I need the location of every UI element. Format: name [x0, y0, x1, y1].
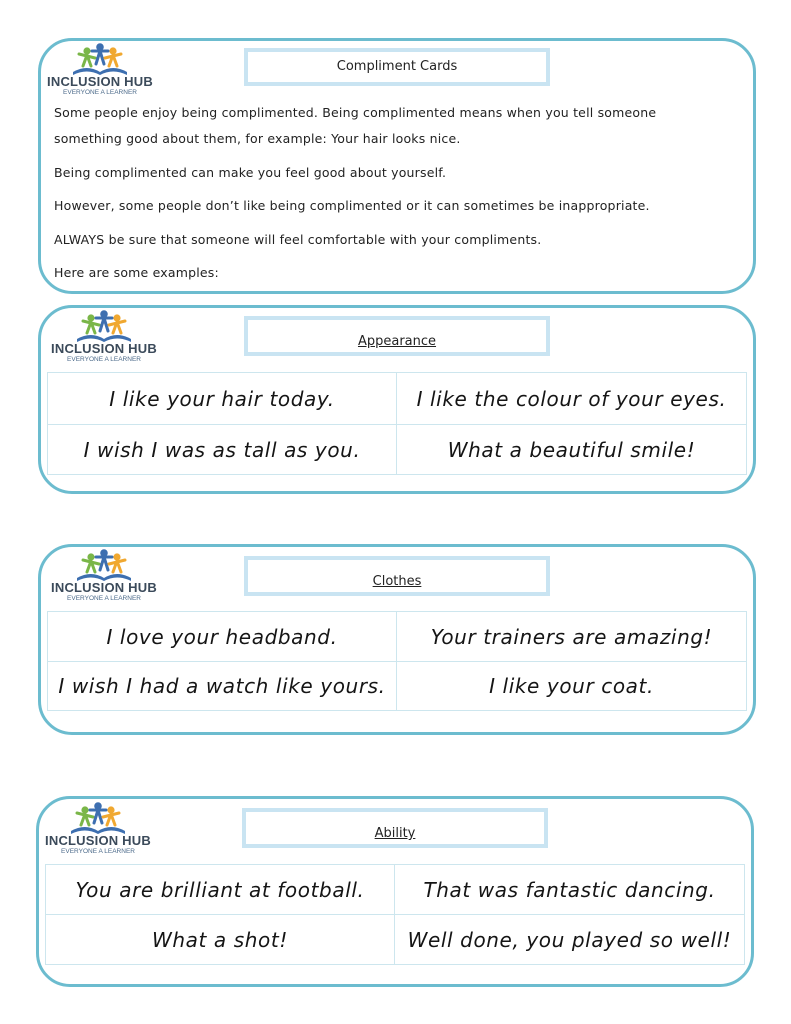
card-title: Clothes: [372, 574, 422, 589]
intro-paragraph: Being complimented can make you feel good about yourself.: [54, 165, 447, 180]
logo-tagline: EVERYONE A LEARNER: [63, 89, 137, 96]
intro-paragraph: However, some people don’t like being complimented or it can sometimes be inappropriate.: [54, 198, 650, 213]
logo: [43, 801, 153, 861]
compliment-cell: I wish I was as tall as you.: [48, 425, 397, 475]
logo-tagline: EVERYONE A LEARNER: [67, 595, 141, 602]
inclusion-hub-logo-icon: [71, 548, 137, 582]
logo: [45, 42, 155, 102]
inclusion-hub-logo-icon: [65, 801, 131, 835]
intro-paragraph: Some people enjoy being complimented. Being complimented means when you tell someone: [54, 105, 657, 120]
card-title-box: [244, 316, 550, 356]
logo: [49, 548, 159, 608]
intro-paragraph: something good about them, for example: Your hair looks nice.: [54, 131, 461, 146]
logo-name: INCLUSION HUB: [51, 580, 157, 595]
table-row: [46, 915, 745, 965]
inclusion-hub-logo-icon: [67, 42, 133, 76]
inclusion-hub-logo-icon: [71, 309, 137, 343]
logo: [49, 309, 159, 369]
compliment-cell: What a shot!: [46, 915, 395, 965]
table-row: [48, 662, 747, 711]
compliment-table: [45, 864, 745, 965]
logo-name: INCLUSION HUB: [47, 74, 153, 89]
page-title: Compliment Cards: [336, 59, 458, 74]
compliment-table: [47, 611, 747, 711]
compliment-cell: I like your coat.: [397, 662, 747, 711]
logo-name: INCLUSION HUB: [51, 341, 157, 356]
card-title-box: [244, 556, 550, 596]
compliment-cell: You are brilliant at football.: [46, 865, 395, 915]
logo-name: INCLUSION HUB: [45, 833, 151, 848]
table-row: [48, 612, 747, 662]
compliment-cell: Well done, you played so well!: [395, 915, 745, 965]
compliment-cell: I like the colour of your eyes.: [397, 373, 747, 425]
compliment-cell: I like your hair today.: [48, 373, 397, 425]
table-row: [46, 865, 745, 915]
compliment-cell: What a beautiful smile!: [397, 425, 747, 475]
card-title-box: [242, 808, 548, 848]
compliment-cell: Your trainers are amazing!: [397, 612, 747, 662]
table-row: [48, 425, 747, 475]
logo-tagline: EVERYONE A LEARNER: [67, 356, 141, 363]
intro-paragraph: Here are some examples:: [54, 265, 219, 280]
compliment-cell: That was fantastic dancing.: [395, 865, 745, 915]
intro-title-box: [244, 48, 550, 86]
compliment-cell: I love your headband.: [48, 612, 397, 662]
card-title: Appearance: [357, 334, 437, 349]
card-title: Ability: [374, 826, 416, 841]
compliment-cell: I wish I had a watch like yours.: [48, 662, 397, 711]
table-row: [48, 373, 747, 425]
compliment-table: [47, 372, 747, 475]
logo-tagline: EVERYONE A LEARNER: [61, 848, 135, 855]
intro-paragraph: ALWAYS be sure that someone will feel comfortable with your compliments.: [54, 232, 542, 247]
